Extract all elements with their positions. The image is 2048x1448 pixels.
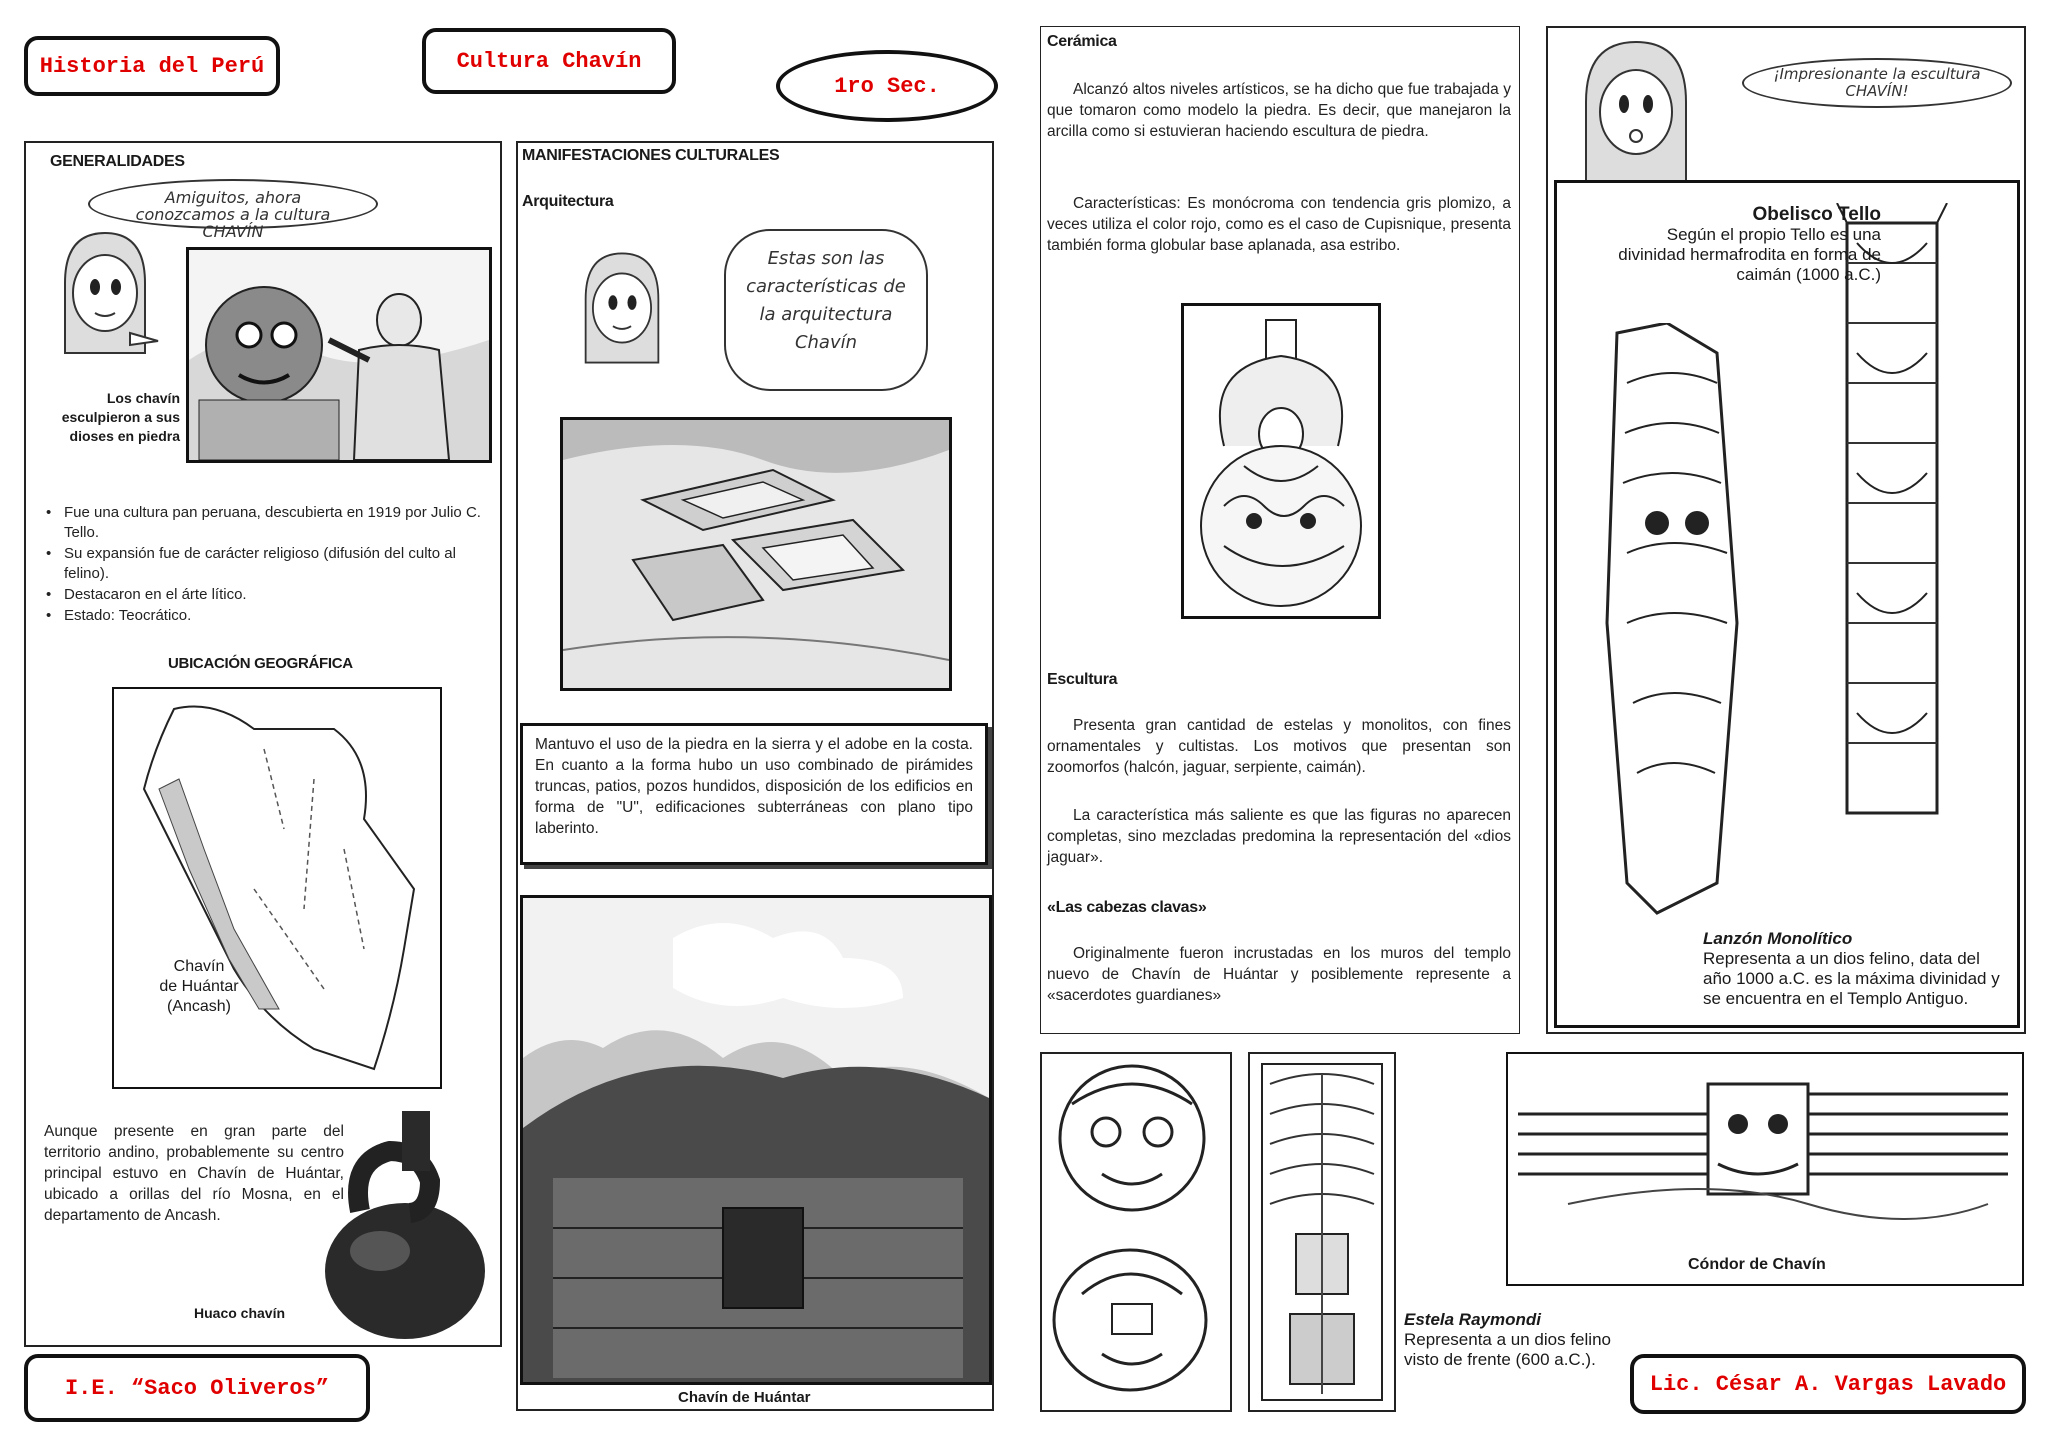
lanzon-title: Lanzón Monolítico — [1703, 929, 1853, 948]
ceramic-vessel-drawing — [1181, 303, 1381, 619]
teacher-label-text: Lic. César A. Vargas Lavado — [1649, 1371, 2007, 1397]
arquitectura-heading: Arquitectura — [522, 193, 614, 210]
course-label-text: Historia del Perú — [39, 53, 265, 79]
escultura-paragraph-3-text: Originalmente fueron incrustadas en los muros del templo nuevo de Chavín de Huántar y posiblemente represente a «sacerdotes guardianes» — [1047, 945, 1511, 1004]
obelisco-title: Obelisco Tello — [1752, 204, 1881, 225]
obelisco-description: Según el propio Tello es una divinidad hermafrodita en forma de caimán (1000 a.C.) — [1618, 225, 1881, 284]
ceramica-escultura-panel — [1040, 26, 1520, 1034]
chavin-aerial-illustration — [560, 417, 952, 691]
teacher-label — [1630, 1354, 2026, 1414]
manifestaciones-heading: MANIFESTACIONES CULTURALES — [522, 147, 780, 164]
bullet-item: • Fue una cultura pan peruana, descubierta en 1919 por Julio C. Tello. — [44, 503, 490, 543]
cabezas-clavas-heading: «Las cabezas clavas» — [1047, 899, 1207, 916]
map-heading: UBICACIÓN GEOGRÁFICA — [168, 655, 353, 672]
ceramica-paragraph-1-text: Alcanzó altos niveles artísticos, se ha dicho que fue trabajada y que tomaron como modelo la piedra. Es decir, que manejaron la arcilla como si estuvieran haciendo escultura de piedra. — [1047, 81, 1511, 140]
manifestaciones-panel — [516, 141, 994, 1411]
school-label — [24, 1354, 370, 1422]
topic-label — [422, 28, 676, 94]
escultura-paragraph-1-text: Presenta gran cantidad de estelas y monolitos, con fines ornamentales y cultistas. Los motivos que presentan son zoomorfos (halcón, jaguar, serpiente, caimán). — [1047, 717, 1511, 776]
escultura-paragraph-2-text: La característica más saliente es que las figuras no aparecen completas, sino mezcladas predomina la representación del «dios jaguar». — [1047, 807, 1511, 866]
lanzon-monolitico-drawing — [1597, 323, 1747, 923]
topic-label-text: Cultura Chavín — [456, 48, 642, 74]
grade-label — [776, 50, 998, 122]
generalidades-paragraph — [44, 1121, 344, 1226]
generalidades-heading: GENERALIDADES — [50, 153, 185, 170]
escultura-paragraph-2 — [1047, 805, 1511, 868]
escultura-paragraph-3 — [1047, 943, 1511, 1006]
arquitectura-speech-text: Estas son las características de la arquitectura Chavín — [746, 248, 906, 353]
mascot-speech-text: Amiguitos, ahora conozcamos a la cultura CHAVÍN — [135, 188, 331, 241]
ceramica-heading: Cerámica — [1047, 33, 1117, 50]
estela-title: Estela Raymondi — [1404, 1310, 1541, 1329]
sculptor-illustration — [186, 247, 492, 463]
obelisco-tello-drawing — [1827, 203, 1957, 823]
map-label-line-3: (Ancash) — [166, 998, 232, 1015]
lanzon-text — [1703, 929, 2003, 1009]
mascot-icon — [1556, 32, 1706, 182]
cabezas-clavas-drawings — [1040, 1052, 1232, 1412]
estela-raymondi-caption — [1404, 1310, 1630, 1370]
map-chavin-label — [144, 957, 254, 1017]
lanzon-description: Representa a un dios felino, data del año 1000 a.C. es la máxima divinidad y se encuentra en el Templo Antiguo. — [1703, 949, 2000, 1008]
sculptor-caption-text: Los chavín esculpieron a sus dioses en piedra — [61, 390, 180, 444]
peru-map — [112, 687, 442, 1089]
generalidades-paragraph-text: Aunque presente en gran parte del territorio andino, probablemente su centro principal estuvo en Chavín de Huántar, ubicado a orillas del río Mosna, en el departamento de Ancash. — [44, 1123, 344, 1224]
huaco-vessel-image — [320, 1101, 490, 1343]
bullet-item: • Destacaron en el árte lítico. — [44, 585, 490, 605]
bullet-item: • Su expansión fue de carácter religioso (difusión del culto al felino). — [44, 544, 490, 584]
obelisco-panel — [1546, 26, 2026, 1034]
chavin-huantar-photo — [520, 895, 992, 1385]
estela-description: Representa a un dios felino visto de frente (600 a.C.). — [1404, 1330, 1611, 1369]
obelisco-speech-bubble — [1742, 58, 2012, 108]
map-label-line-2: de Huántar — [159, 978, 239, 995]
obelisco-lanzon-frame — [1554, 180, 2020, 1028]
estela-raymondi-drawing — [1248, 1052, 1396, 1412]
sculptor-caption — [44, 389, 180, 446]
condor-chavin-panel — [1506, 1052, 2024, 1286]
huaco-caption: Huaco chavín — [194, 1305, 286, 1321]
escultura-heading: Escultura — [1047, 671, 1118, 688]
mascot-icon — [572, 243, 672, 373]
generalidades-panel — [24, 141, 502, 1347]
obelisco-tello-text — [1601, 205, 1881, 285]
arquitectura-paragraph: Mantuvo el uso de la piedra en la sierra y el adobe en la costa. En cuanto a la forma hubo un uso combinado de pirámides truncas, patios, pozos hundidos, disposición de los edificios en forma de "U", edificaciones subterráneas con plano tipo laberinto. — [535, 736, 973, 837]
school-label-text: I.E. “Saco Oliveros” — [64, 1375, 330, 1401]
course-label — [24, 36, 280, 96]
arquitectura-speech-bubble — [724, 229, 928, 391]
generalidades-bullets — [44, 503, 490, 627]
bullet-item: • Estado: Teocrático. — [44, 606, 490, 626]
mascot-speech-bubble — [88, 179, 378, 241]
chavin-photo-caption: Chavín de Huántar — [678, 1389, 811, 1406]
arquitectura-text-box — [520, 723, 988, 865]
obelisco-speech-text: ¡Impresionante la escultura CHAVÍN! — [1773, 65, 1981, 100]
condor-caption: Cóndor de Chavín — [1688, 1256, 1826, 1273]
ceramica-paragraph-1 — [1047, 79, 1511, 142]
map-label-line-1: Chavín — [173, 958, 225, 975]
escultura-paragraph-1 — [1047, 715, 1511, 778]
ceramica-paragraph-2 — [1047, 193, 1511, 256]
ceramica-paragraph-2-text: Características: Es monócroma con tendencia gris plomizo, a veces utiliza el color rojo, como es el caso de Cupisnique, presenta también forma globular base aplanada, asa estribo. — [1047, 195, 1511, 254]
grade-label-text: 1ro Sec. — [834, 73, 940, 99]
mascot-icon — [50, 223, 160, 363]
